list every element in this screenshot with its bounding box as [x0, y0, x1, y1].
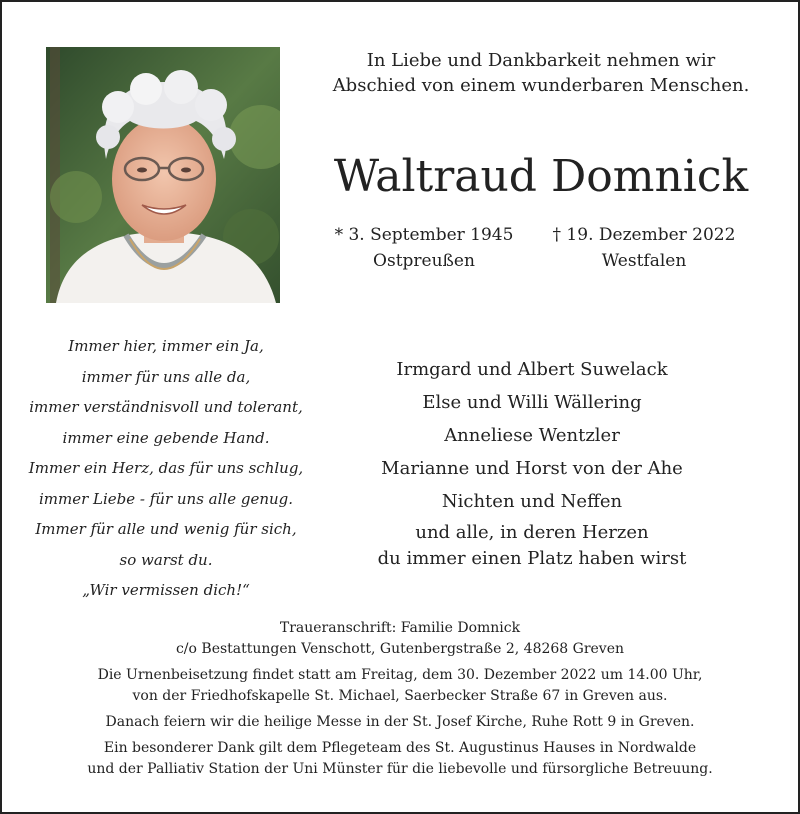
mourner: Else und Willi Wällering	[422, 392, 642, 413]
intro-text	[302, 48, 780, 98]
mourner: Irmgard und Albert Suwelack	[396, 359, 668, 380]
mass-line: Danach feiern wir die heilige Messe in der St. Josef Kirche, Ruhe Rott 9 in Greven.	[105, 714, 695, 730]
poem-line: so warst du.	[119, 550, 213, 569]
mourner: Marianne und Horst von der Ahe	[381, 458, 683, 479]
death-place: Westfalen	[601, 251, 687, 271]
birth-place: Ostpreußen	[373, 251, 475, 271]
poem-line: Immer ein Herz, das für uns schlug,	[28, 459, 304, 477]
address-line: c/o Bestattungen Venschott, Gutenbergstraße 2, 48268 Greven	[175, 641, 625, 657]
poem-line: immer eine gebende Hand.	[62, 428, 270, 447]
death-date: † 19. Dezember 2022	[552, 225, 736, 245]
poem-line: immer Liebe - für uns alle genug.	[38, 489, 294, 508]
mourner: Nichten und Neffen	[441, 491, 623, 512]
thanks-line: Ein besonderer Dank gilt dem Pflegeteam des St. Augustinus Hauses in Nordwalde	[103, 740, 697, 756]
birth-date: * 3. September 1945	[334, 225, 514, 245]
closing-line: und alle, in deren Herzen	[415, 522, 649, 543]
mourners-closing	[332, 520, 732, 572]
thanks-line: und der Palliativ Station der Uni Münster für die liebevolle und fürsorgliche Betreuung.	[87, 761, 713, 777]
birth-info	[314, 222, 534, 274]
poem-line: „Wir vermissen dich!“	[82, 581, 250, 599]
poem-line: Immer für alle und wenig für sich,	[35, 520, 297, 538]
poem-line: immer verständnisvoll und tolerant,	[29, 398, 303, 416]
portrait-photo	[46, 47, 280, 303]
mourners-list	[332, 353, 732, 572]
poem	[16, 331, 316, 606]
burial-line: von der Friedhofskapelle St. Michael, Saerbecker Straße 67 in Greven aus.	[132, 688, 668, 704]
burial-line: Die Urnenbeisetzung findet statt am Freitag, dem 30. Dezember 2022 um 14.00 Uhr,	[97, 667, 703, 683]
poem-line: Immer hier, immer ein Ja,	[68, 337, 264, 355]
death-info	[534, 222, 754, 274]
portrait-illustration	[46, 47, 280, 303]
intro-line: Abschied von einem wunderbaren Menschen.	[332, 75, 750, 96]
deceased-name: Waltraud Domnick	[333, 151, 749, 202]
footer-info	[22, 618, 778, 780]
closing-line: du immer einen Platz haben wirst	[377, 548, 687, 569]
intro-line: In Liebe und Dankbarkeit nehmen wir	[366, 50, 716, 71]
poem-line: immer für uns alle da,	[81, 367, 251, 386]
address-line: Traueranschrift: Familie Domnick	[279, 620, 521, 636]
mourner: Anneliese Wentzler	[444, 425, 620, 446]
